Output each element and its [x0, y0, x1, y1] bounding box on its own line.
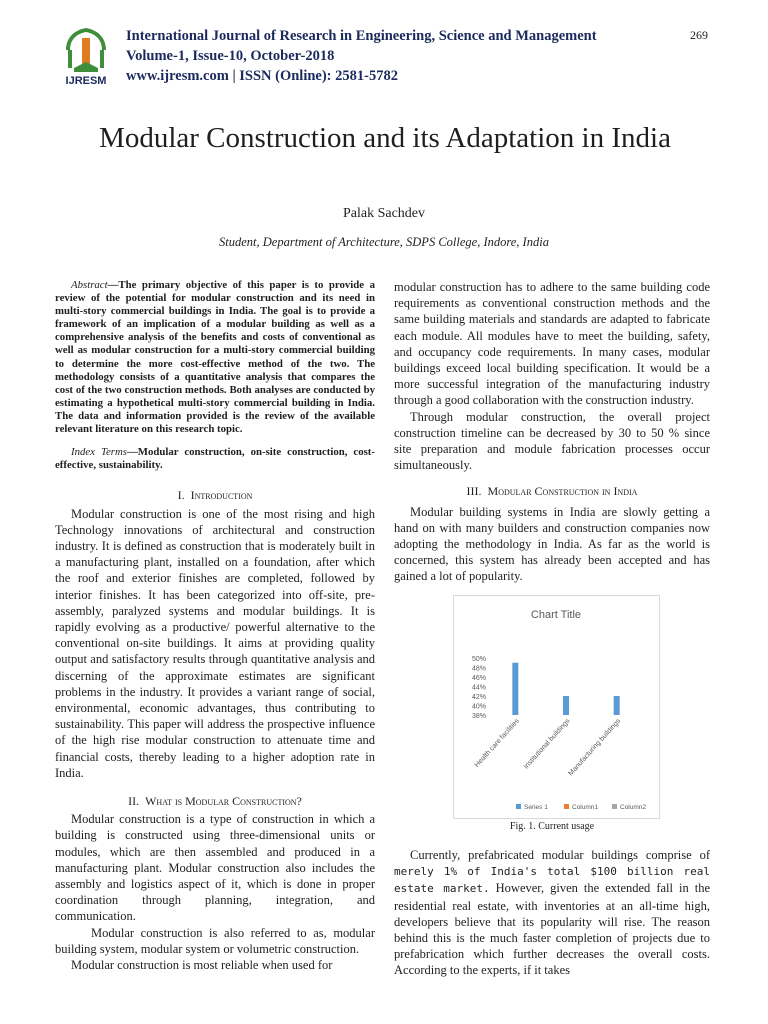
index-terms-lead: Index Terms [71, 446, 127, 459]
abstract-text: —The primary objective of this paper is to provide a review of the potential for modular construction and its need in multi-story commercial buildings in India. The goal is to provide a framework of an implication of a modular building as well as a comprehensive analysis of the benefits and costs of conventional as well as modular construction for a multi-story commercial building to determine the more cost-effective method of the two. The methodology consists of a quantitative analysis that compares the cost of the two construction methods. Both analyses are conducted by estimating a hypothetical multi-story commercial building in India. The data and information provided is the review of the available relevant literature on this research topic. [55, 279, 375, 436]
y-tick-label: 50% [471, 656, 486, 663]
y-tick-label: 40% [471, 703, 486, 711]
section-heading-introduction: I. Introduction [177, 488, 253, 503]
left-column [55, 279, 375, 973]
y-tick-label: 38% [471, 713, 486, 720]
current-usage-chart [453, 595, 660, 819]
section-heading-what-is: II. What is Modular Construction? [128, 793, 302, 808]
right-column [394, 279, 710, 585]
legend-label: Column1 [572, 804, 599, 811]
india-paragraph: Modular building systems in India are slowly getting a hand on with many builders and construction companies now adopting the methodology in India. As far as the world is concerned, this system has already been accepted and has gained a lot of popularity. [394, 504, 710, 584]
timeline-paragraph: Through modular construction, the overall project construction timeline can be decreased by 30 to 50 % since site preparation and module fabrication processes occur simultaneously. [394, 409, 710, 473]
y-tick-label: 46% [471, 675, 486, 682]
introduction-paragraph: Modular construction is one of the most rising and high Technology innovations of architectural and construction industry. It is defined as construction that is moderately built in a manufacturing plant, installed on a foundation, after which the roof and exterior finishes are completed, followed by interior finishes. It has been categorized into off-site, pre-assembly, paralyzed systems and modular buildings. It is rapidly evolving as a productive/ powerful alternative to the conventional on-site buildings. It aims at providing quality output and satisfactory results through quantitative analysis and discerning of the approximate estimates are significant problems in the industry. It provides a variant range of social, environmental, economic advantages, thus contributing to sustainability. This paper will address the prospective influence of the high rise modular construction to attenuate time and financial costs, thereby leading to a higher adoption rate in India. [55, 506, 375, 780]
logo-wordmark: IJRESM [65, 75, 107, 87]
abstract [55, 279, 375, 436]
legend-swatch [612, 804, 617, 809]
x-tick-label: Manufacturing buildings [567, 717, 623, 778]
index-terms-text: —Modular construction, on-site construction, cost-effective, sustainability. [55, 446, 375, 472]
abstract-lead: Abstract [71, 279, 108, 291]
y-tick-label: 42% [471, 694, 486, 701]
bar [563, 696, 569, 715]
what-is-paragraph-2: Modular construction is also referred to as, modular building system, modular system or volumetric construction. [55, 925, 375, 956]
y-tick-label: 48% [471, 665, 486, 673]
journal-volume: Volume-1, Issue-10, October-2018 [126, 48, 335, 64]
legend-label: Series 1 [524, 804, 548, 811]
journal-url-issn: www.ijresm.com | ISSN (Online): 2581-5782 [126, 68, 398, 84]
y-tick-label: 44% [471, 684, 486, 692]
after-chart-block [394, 847, 710, 979]
author-name: Palak Sachdev [342, 206, 426, 221]
legend-swatch [564, 804, 569, 809]
x-tick-label: Health care facilities [473, 717, 521, 769]
continued-paragraph: modular construction has to adhere to the same building code requirements as conventional construction methods and the same building materials and standards are adapted to fabricate each module. All modules have to meet the building, safety, and occupancy code requirements. In many cases, modular buildings exceed local building specification. It would be a more successful integration of the manufacturing industry through a good collaboration with the construction industry. [394, 280, 710, 408]
author-affiliation: Student, Department of Architecture, SDPS College, Indore, India [219, 235, 549, 249]
what-is-paragraph-3: Modular construction is most reliable when used for [71, 958, 333, 972]
section-heading-india: III. Modular Construction in India [466, 484, 638, 499]
page-number: 269 [690, 28, 708, 42]
journal-logo [56, 24, 116, 88]
legend-label: Column2 [620, 804, 647, 811]
bar [614, 696, 620, 715]
market-share-highlight: merely 1% of India's total $100 billion real estate market. [394, 865, 710, 896]
journal-name: International Journal of Research in Engineering, Science and Management [126, 28, 597, 44]
figure-caption: Fig. 1. Current usage [509, 821, 595, 832]
x-tick-label: Institutional buildings [522, 717, 572, 771]
market-share-paragraph: Currently, prefabricated modular buildings comprise of merely 1% of India's total $100 billion real estate market. However, given the extended fall in the residential real estate, with inventories at an all-time high, developers believe that its popularity will rise. The reason behind this is the much faster completion of projects due to prefabrication which further decreases the overall costs. According to the experts, if it takes [394, 848, 711, 978]
legend-swatch [516, 804, 521, 809]
what-is-paragraph-1: Modular construction is a type of construction in which a building is constructed using three-dimensional units or modules, which are then assembled and produced in a manufacturing plant. Modular construction also includes the assembly and logistics aspect of it, which is done in proper coordination through planning, integration, and communication. [55, 812, 375, 924]
index-terms [55, 446, 375, 472]
bar [512, 663, 518, 715]
paper-title: Modular Construction and its Adaptation in India [99, 122, 671, 154]
chart-title: Chart Title [530, 609, 582, 621]
